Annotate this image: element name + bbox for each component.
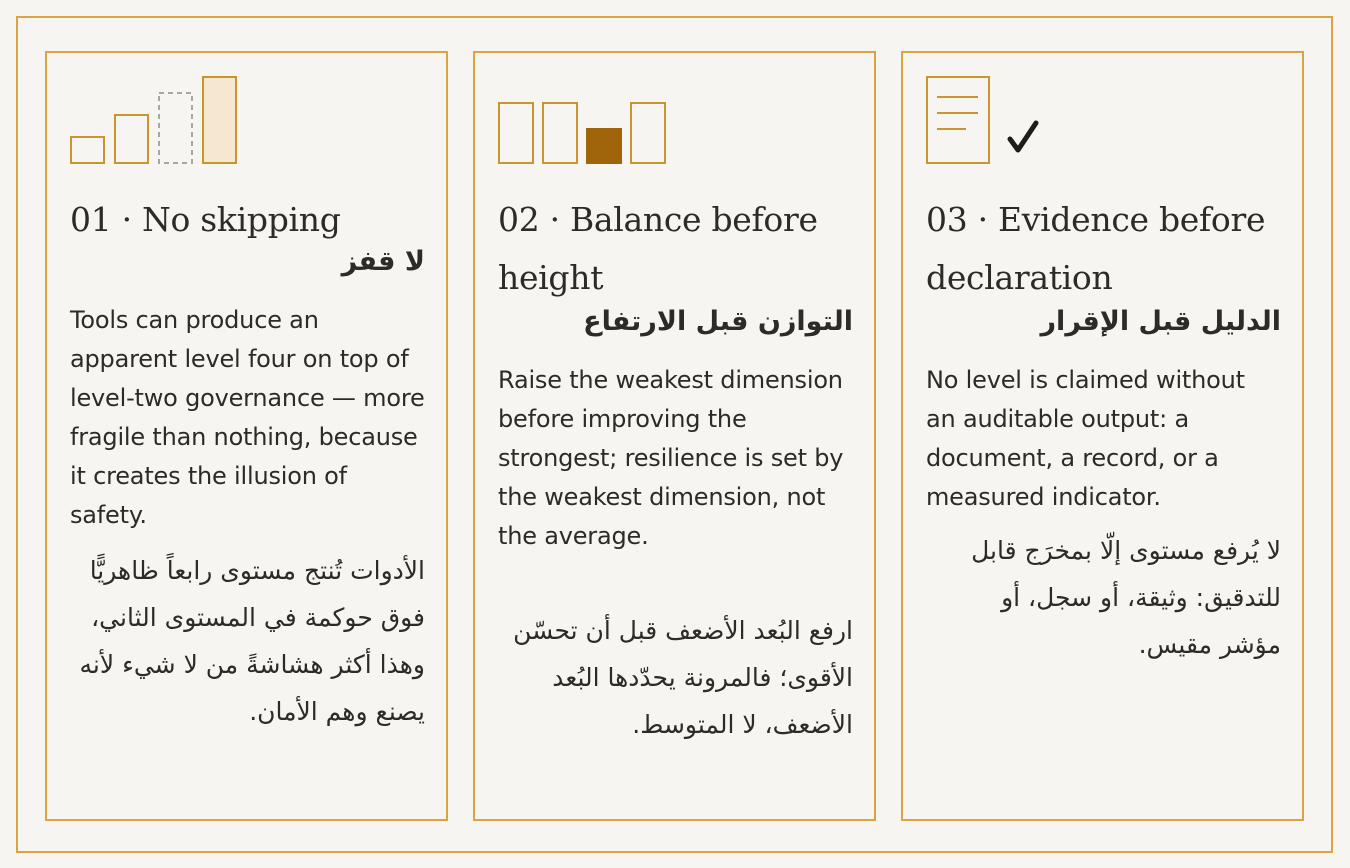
card-body-english: No level is claimed without an auditable output: a document, a record, or a measured indicator. <box>926 366 1245 511</box>
ascending-bars-icon <box>70 75 240 167</box>
balance-boxes-icon <box>498 75 668 167</box>
principle-card-evidence <box>901 51 1304 821</box>
principle-card-no-skipping <box>45 51 448 821</box>
card-title-arabic: التوازن قبل الارتفاع <box>583 306 853 337</box>
principle-card-balance <box>473 51 876 821</box>
card-body-english: Tools can produce an apparent level four on top of level-two governance — more fragile than nothing, because it creates the illusion of safety. <box>70 306 425 529</box>
card-title: 01 · No skipping <box>70 200 341 239</box>
card-title-arabic: لا قفز <box>341 246 425 277</box>
card-title: 02 · Balance before height <box>498 200 818 297</box>
card-body-arabic: ارفع البُعد الأضعف قبل أن تحسّن الأقوى؛ فالمرونة يحدّدها البُعد الأضعف، لا المتوسط. <box>513 616 853 739</box>
document-check-icon <box>926 75 1096 167</box>
card-body-arabic: لا يُرفع مستوى إلّا بمخرَج قابل للتدقيق: وثيقة، أو سجل، أو مؤشر مقيس. <box>971 536 1281 659</box>
card-body-arabic: الأدوات تُنتج مستوى رابعاً ظاهريًّا فوق حوكمة في المستوى الثاني، وهذا أكثر هشاشةً من لا شيء لأنه يصنع وهم الأمان. <box>79 556 425 726</box>
card-title: 03 · Evidence before declaration <box>926 200 1266 297</box>
card-title-arabic: الدليل قبل الإقرار <box>1040 306 1281 337</box>
card-body-english: Raise the weakest dimension before improving the strongest; resilience is set by the weakest dimension, not the average. <box>498 366 844 550</box>
